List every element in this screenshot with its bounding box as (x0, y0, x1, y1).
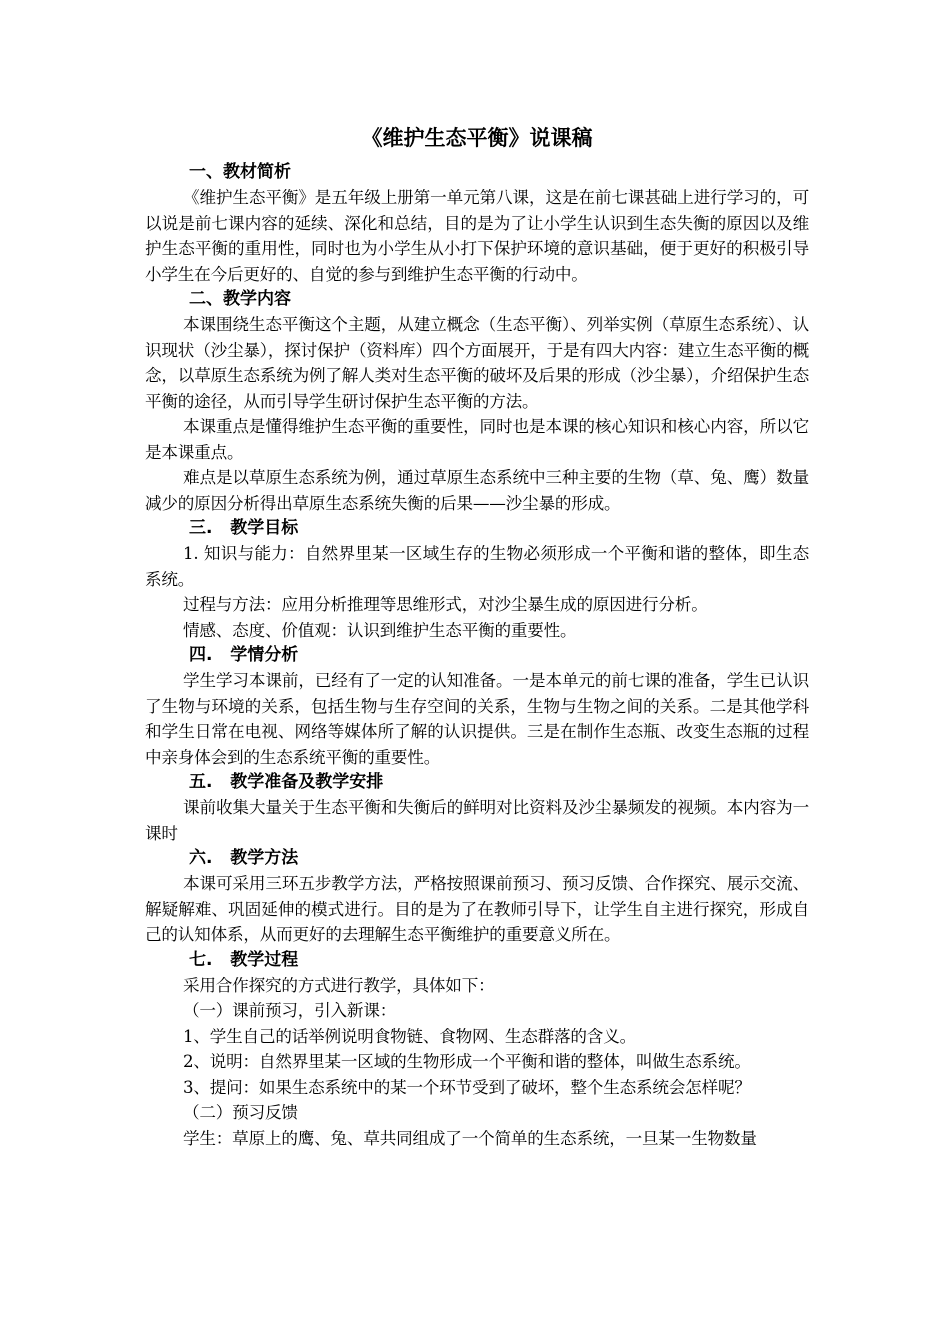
text-line: （一）课前预习，引入新课： (183, 1001, 397, 1020)
text-line: 情感、态度、价值观：认识到维护生态平衡的重要性。 (183, 620, 577, 640)
section-heading-2: 二、教学内容 (189, 289, 291, 309)
section-heading-1: 一、教材简析 (189, 162, 291, 182)
paragraph: 学生学习本课前，已经有了一定的认知准备。一是本单元的前七课的准备，学生已认识了生物与环境的关系，包括生物与生存空间的关系，生物与生物之间的关系。二是其他学科和学生日常在电视、网络等媒体所了解的认识提供。三是在制作生态瓶、改变生态瓶的过程中亲身体会到的生态系统平衡的重要性。 (145, 671, 809, 767)
text-line: 学生：草原上的鹰、兔、草共同组成了一个简单的生态系统，一旦某一生物数量 (183, 1128, 757, 1148)
section-heading-4: 四. 学情分析 (189, 645, 299, 665)
paragraph: 本课可采用三环五步教学方法，严格按照课前预习、预习反馈、合作探究、展示交流、解疑解难、巩固延伸的模式进行。目的是为了在教师引导下，让学生自主进行探究，形成自己的认知体系，从而更好的去理解生态平衡维护的重要意义所在。 (145, 874, 809, 944)
paragraph: 本课重点是懂得维护生态平衡的重要性，同时也是本课的核心知识和核心内容，所以它是本课重点。 (145, 417, 809, 462)
document-body (145, 124, 809, 1151)
text-line: 1、学生自己的话举例说明食物链、食物网、生态群落的含义。 (183, 1026, 636, 1046)
paragraph: 课前收集大量关于生态平衡和失衡后的鲜明对比资料及沙尘暴频发的视频。本内容为一课时 (145, 798, 809, 843)
section-heading-6: 六. 教学方法 (189, 848, 299, 868)
section-heading-7: 七. 教学过程 (189, 949, 299, 970)
section-heading-5: 五. 教学准备及教学安排 (189, 772, 384, 792)
text-line: 3、提问：如果生态系统中的某一个环节受到了破坏，整个生态系统会怎样呢？ (183, 1077, 751, 1097)
text-line: （二）预习反馈 (183, 1103, 298, 1122)
paragraph: 《维护生态平衡》是五年级上册第一单元第八课，这是在前七课甚础上进行学习的，可以说是前七课内容的延续、深化和总结，目的是为了让小学生认识到生态失衡的原因以及维护生态平衡的重用性，同时也为小学生从小打下保护环境的意识基础，便于更好的积极引导小学生在今后更好的、自觉的参与到维护生态平衡的行动中。 (145, 188, 809, 284)
section-heading-3: 三. 教学目标 (189, 518, 299, 538)
document-title: 《维护生态平衡》说课稿 (361, 126, 593, 150)
paragraph: 本课围绕生态平衡这个主题，从建立概念（生态平衡）、列举实例（草原生态系统）、认识现状（沙尘暴），探讨保护（资料库）四个方面展开，于是有四大内容：建立生态平衡的概念，以草原生态系统为例了解人类对生态平衡的破坏及后果的形成（沙尘暴），介绍保护生态平衡的途径，从而引导学生研讨保护生态平衡的方法。 (145, 315, 809, 411)
paragraph: 1. 知识与能力：自然界里某一区域生存的生物必须形成一个平衡和谐的整体，即生态系统。 (145, 544, 809, 589)
text-line: 过程与方法：应用分析推理等思维形式，对沙尘暴生成的原因进行分析。 (183, 595, 708, 614)
paragraph: 难点是以草原生态系统为例，通过草原生态系统中三种主要的生物（草、兔、鹰）数量减少的原因分析得出草原生态系统失衡的后果——沙尘暴的形成。 (145, 468, 809, 513)
text-line: 2、说明：自然界里某一区域的生物形成一个平衡和谐的整体，叫做生态系统。 (183, 1052, 751, 1071)
text-line: 采用合作探究的方式进行教学，具体如下： (183, 975, 495, 995)
